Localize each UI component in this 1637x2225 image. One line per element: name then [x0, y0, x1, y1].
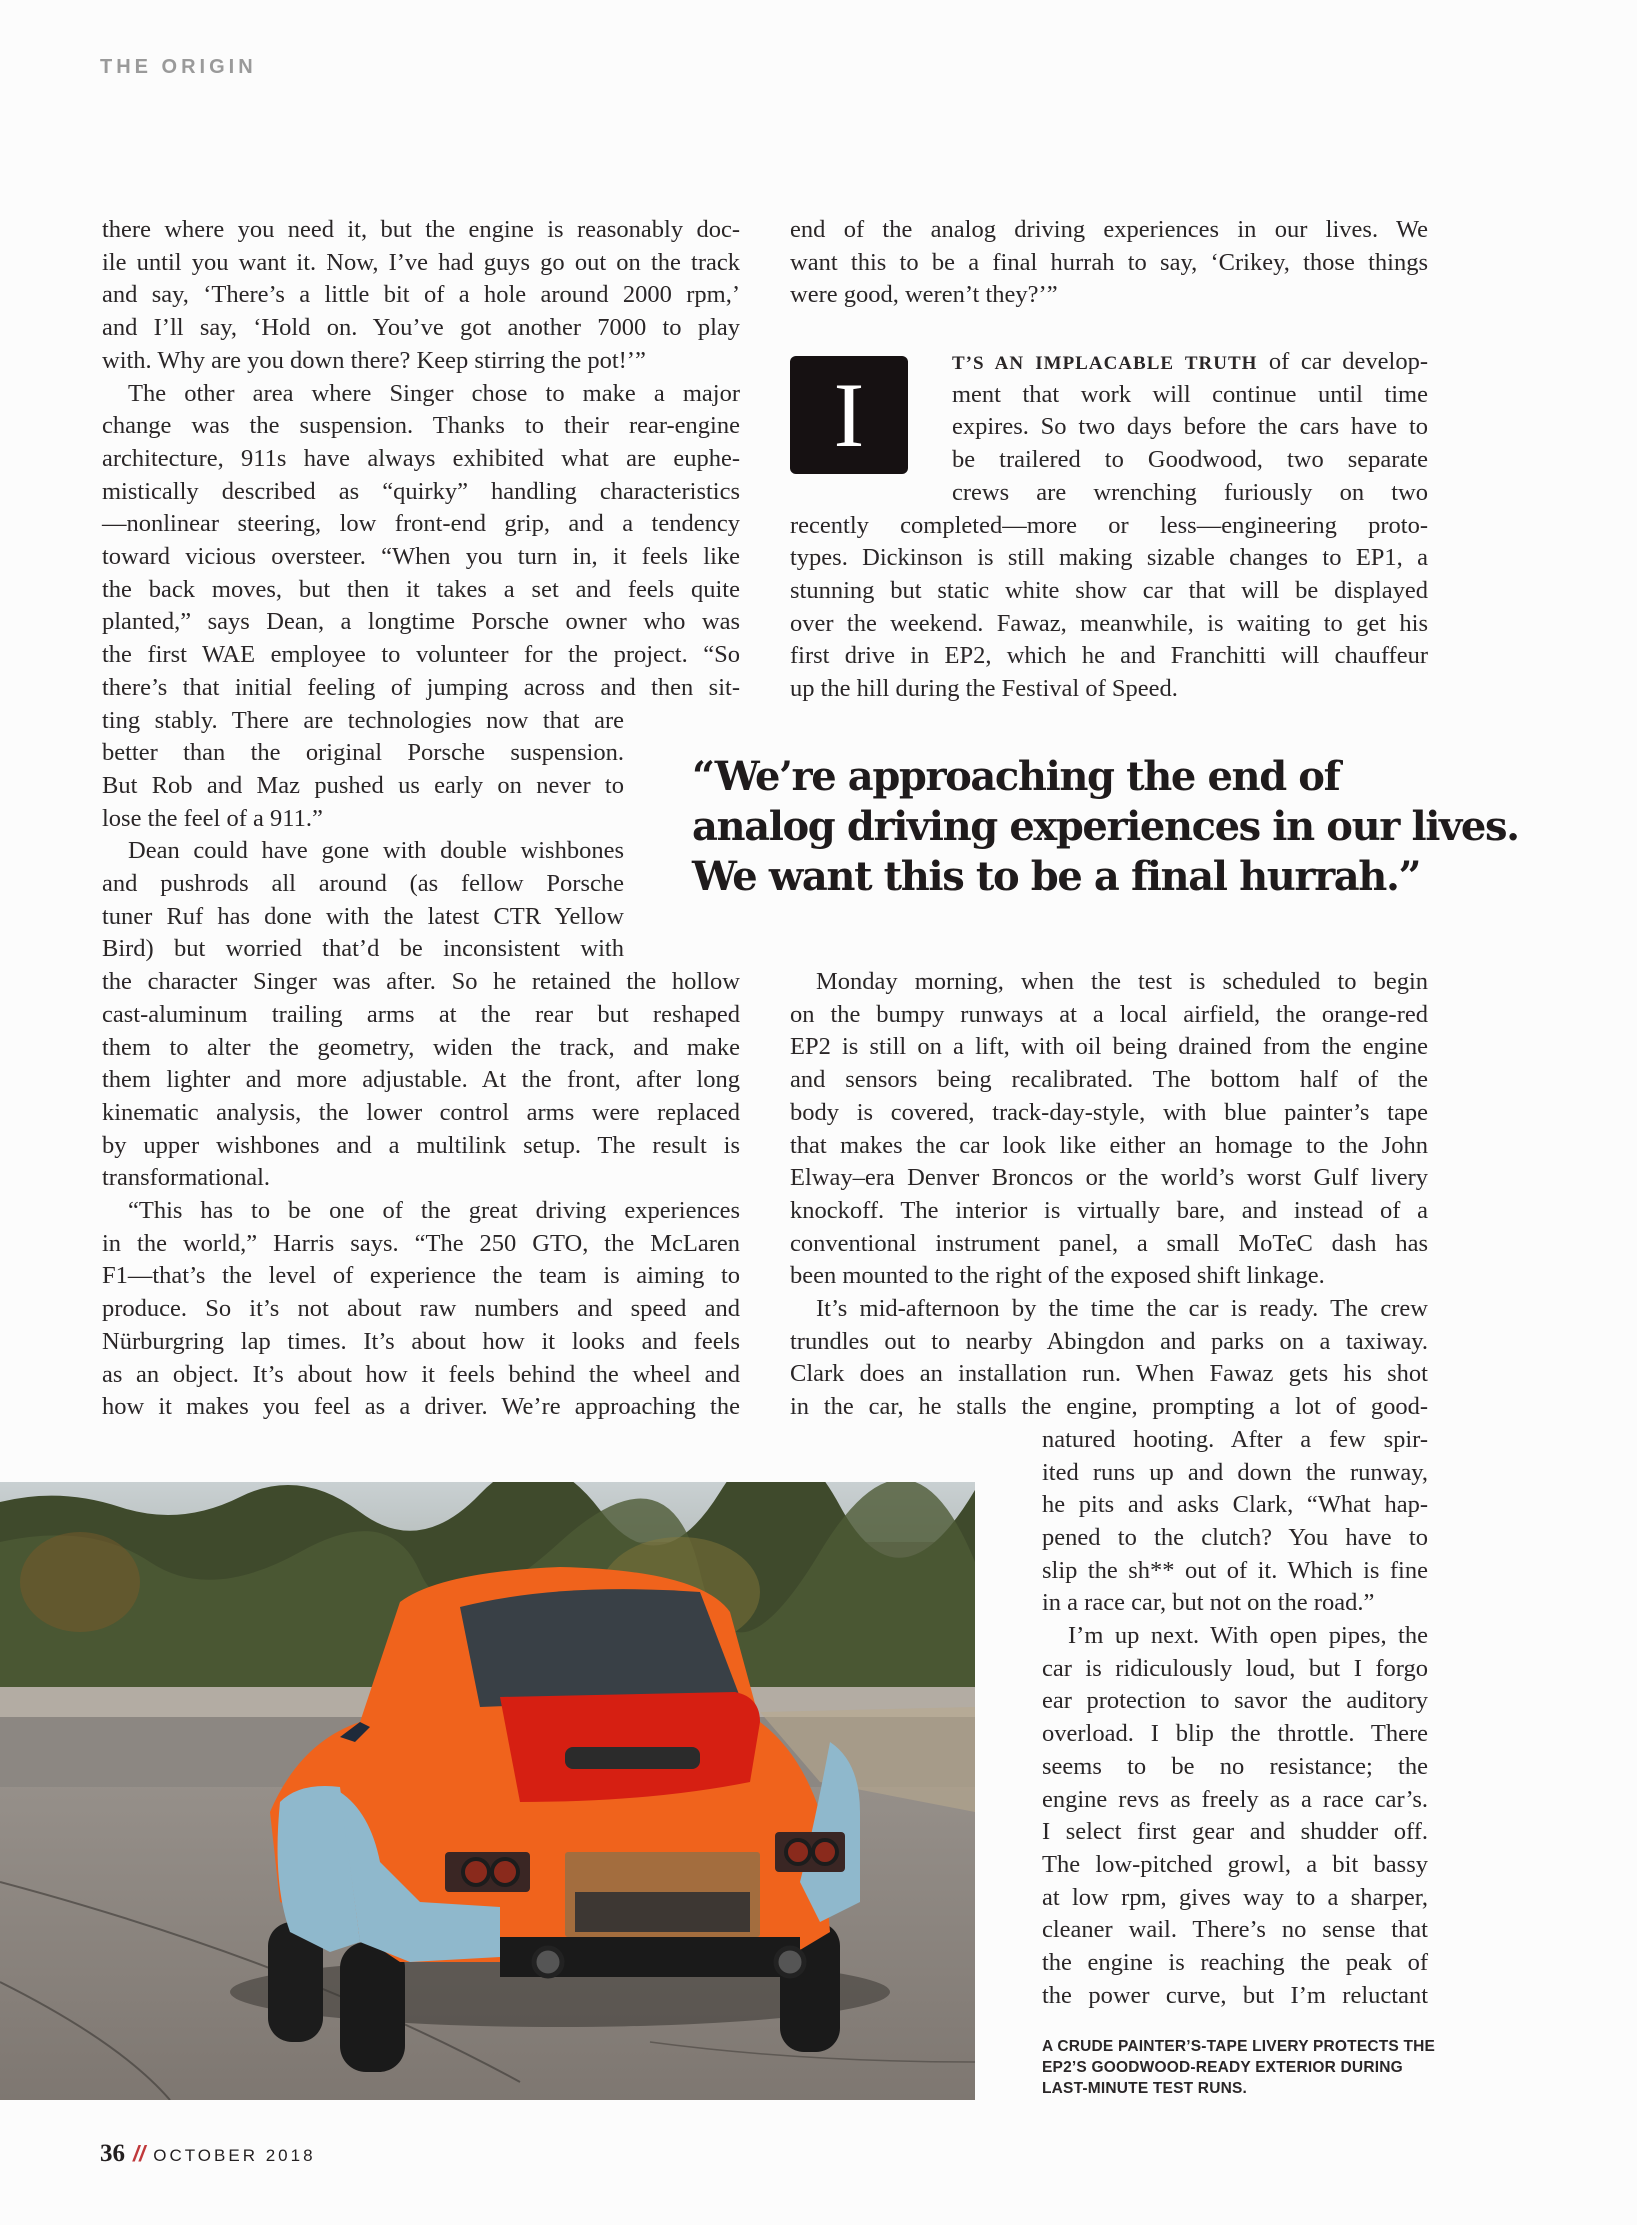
- text-line: kinematic analysis, the lower control arms were replaced: [102, 1098, 740, 1126]
- text-line: “This has to be one of the great driving experiences: [128, 1197, 740, 1224]
- text-line: at low rpm, gives way to a sharper,: [1042, 1883, 1428, 1911]
- text-line: and I’ll say, ‘Hold on. You’ve got another 7000 to play: [102, 314, 740, 342]
- text-line: I select first gear and shudder off.: [1042, 1818, 1428, 1846]
- lead-in-rest: of car develop-: [1257, 348, 1428, 375]
- text-line: change was the suspension. Thanks to their rear-engine: [102, 412, 740, 440]
- text-line: I’m up next. With open pipes, the: [1068, 1622, 1428, 1649]
- page-number: 36: [100, 2140, 125, 2167]
- text-line: ment that work will continue until time: [952, 380, 1428, 408]
- text-line: that makes the car look like either an homage to the John: [790, 1131, 1428, 1159]
- text-line: he pits and asks Clark, “What hap-: [1042, 1491, 1428, 1519]
- text-line: transformational.: [102, 1164, 271, 1192]
- text-line: in a race car, but not on the road.”: [1042, 1589, 1375, 1617]
- text-line: expires. So two days before the cars have to: [952, 413, 1428, 441]
- text-line: The low-pitched growl, a bit bassy: [1042, 1850, 1428, 1878]
- text-line: seems to be no resistance; the: [1042, 1752, 1428, 1780]
- text-line: ited runs up and down the runway,: [1042, 1458, 1428, 1486]
- issue-date: OCTOBER 2018: [153, 2146, 316, 2165]
- text-line: first drive in EP2, which he and Franchitti will chauffeur: [790, 642, 1428, 670]
- text-line: better than the original Porsche suspension.: [102, 739, 624, 767]
- text-line: engine revs as freely as a race car’s.: [1042, 1785, 1428, 1813]
- text-line: been mounted to the right of the exposed shift linkage.: [790, 1262, 1325, 1290]
- text-line: conventional instrument panel, a small MoTeC dash has: [790, 1229, 1428, 1257]
- text-line: and say, ‘There’s a little bit of a hole around 2000 rpm,’: [102, 281, 740, 309]
- text-line: Monday morning, when the test is scheduled to begin: [816, 968, 1428, 995]
- text-line: Nürburgring lap times. It’s about how it looks and feels: [102, 1327, 740, 1355]
- lead-in: T’S AN IMPLACABLE TRUTH: [952, 353, 1258, 374]
- text-line: cleaner wail. There’s no sense that: [1042, 1916, 1428, 1944]
- text-line: want this to be a final hurrah to say, ‘Crikey, those things: [790, 248, 1428, 276]
- car-photo: [0, 1482, 975, 2100]
- text-line: by upper wishbones and a multilink setup. The result is: [102, 1131, 740, 1159]
- folio-separator: //: [133, 2141, 146, 2166]
- text-line: F1—that’s the level of experience the team is aiming to: [102, 1262, 740, 1290]
- text-line: there where you need it, but the engine is reasonably doc-: [102, 216, 740, 243]
- text-line: up the hill during the Festival of Speed.: [790, 675, 1178, 702]
- pull-quote-line: “We’re approaching the end of: [692, 753, 1340, 800]
- text-line: But Rob and Maz pushed us early on never to: [102, 771, 624, 799]
- text-line: toward vicious oversteer. “When you turn in, it feels like: [102, 543, 740, 570]
- text-line: slip the sh** out of it. Which is fine: [1042, 1556, 1428, 1584]
- text-line: ile until you want it. Now, I’ve had guys go out on the track: [102, 248, 740, 276]
- text-line: natured hooting. After a few spir-: [1042, 1425, 1428, 1453]
- text-line: with. Why are you down there? Keep stirring the pot!’”: [102, 346, 646, 374]
- pull-quote: [692, 752, 1519, 902]
- text-line: be trailered to Goodwood, two separate: [952, 446, 1428, 474]
- text-line: lose the feel of a 911.”: [102, 804, 323, 832]
- text-line: ting stably. There are technologies now that are: [102, 706, 624, 734]
- text-line: recently completed—more or less—engineering proto-: [790, 511, 1428, 539]
- text-line: in the car, he stalls the engine, prompting a lot of good-: [790, 1393, 1428, 1421]
- text-line: overload. I blip the throttle. There: [1042, 1720, 1428, 1748]
- text-line: them to alter the geometry, widen the track, and make: [102, 1033, 740, 1061]
- text-line: stunning but static white show car that will be displayed: [790, 576, 1428, 604]
- drop-cap: I: [790, 356, 908, 474]
- text-line: as an object. It’s about how it feels behind the wheel and: [102, 1360, 740, 1388]
- text-line: end of the analog driving experiences in our lives. We: [790, 216, 1428, 243]
- text-line: Elway–era Denver Broncos or the world’s worst Gulf livery: [790, 1164, 1428, 1192]
- pull-quote-line: analog driving experiences in our lives.: [692, 803, 1519, 850]
- text-line: how it makes you feel as a driver. We’re approaching the: [102, 1393, 740, 1421]
- text-line: in the world,” Harris says. “The 250 GTO, the McLaren: [102, 1229, 740, 1257]
- text-line: It’s mid-afternoon by the time the car is ready. The crew: [816, 1295, 1428, 1322]
- text-line: cast-aluminum trailing arms at the rear but reshaped: [102, 1000, 740, 1028]
- text-line: —nonlinear steering, low front-end grip, and a tendency: [102, 510, 740, 538]
- photo-caption: A CRUDE PAINTER’S-TAPE LIVERY PROTECTS THE EP2’S GOODWOOD-READY EXTERIOR DURING LAST-MINUTE TEST RUNS.: [1042, 2038, 1436, 2097]
- text-line: architecture, 911s have always exhibited what are euphe-: [102, 444, 740, 472]
- section-label: THE ORIGIN: [100, 56, 257, 78]
- text-line: them lighter and more adjustable. At the front, after long: [102, 1066, 740, 1094]
- text-line: Dean could have gone with double wishbones: [128, 837, 624, 865]
- text-line: the first WAE employee to volunteer for the project. “So: [102, 641, 740, 669]
- text-line: the power curve, but I’m reluctant: [1042, 1981, 1428, 2009]
- text-line: knockoff. The interior is virtually bare, and instead of a: [790, 1196, 1428, 1224]
- text-line: the engine is reaching the peak of: [1042, 1949, 1428, 1976]
- text-line: EP2 is still on a lift, with oil being drained from the engine: [790, 1033, 1428, 1061]
- text-line: body is covered, track-day-style, with blue painter’s tape: [790, 1098, 1428, 1126]
- text-line: crews are wrenching furiously on two: [952, 478, 1428, 506]
- text-line: the back moves, but then it takes a set and feels quite: [102, 575, 740, 603]
- text-line: over the weekend. Fawaz, meanwhile, is waiting to get his: [790, 609, 1428, 637]
- text-line: the character Singer was after. So he retained the hollow: [102, 968, 740, 996]
- text-line: mistically described as “quirky” handling characteristics: [102, 477, 740, 505]
- text-line: produce. So it’s not about raw numbers and speed and: [102, 1295, 740, 1323]
- text-line: and sensors being recalibrated. The bottom half of the: [790, 1066, 1428, 1094]
- text-line: trundles out to nearby Abingdon and parks on a taxiway.: [790, 1327, 1428, 1355]
- porsche-rear-photo: [0, 1482, 975, 2100]
- text-line: there’s that initial feeling of jumping across and then sit-: [102, 673, 740, 701]
- text-line: The other area where Singer chose to make a major: [128, 379, 740, 407]
- text-line: tuner Ruf has done with the latest CTR Yellow: [102, 902, 624, 930]
- text-line: Bird) but worried that’d be inconsistent with: [102, 935, 624, 963]
- text-line: and pushrods all around (as fellow Porsche: [102, 870, 624, 897]
- text-line: were good, weren’t they?’”: [790, 281, 1058, 309]
- text-line: pened to the clutch? You have to: [1042, 1523, 1428, 1551]
- text-line: ear protection to savor the auditory: [1042, 1687, 1428, 1715]
- pull-quote-line: We want this to be a final hurrah.”: [692, 853, 1421, 900]
- text-line: planted,” says Dean, a longtime Porsche owner who was: [102, 608, 740, 636]
- page-footer: [100, 2140, 316, 2168]
- text-line: car is ridiculously loud, but I forgo: [1042, 1654, 1428, 1682]
- text-line: [952, 346, 1428, 381]
- text-line: on the bumpy runways at a local airfield, the orange-red: [790, 1000, 1428, 1028]
- text-line: types. Dickinson is still making sizable changes to EP1, a: [790, 544, 1428, 572]
- text-line: Clark does an installation run. When Fawaz gets his shot: [790, 1360, 1428, 1388]
